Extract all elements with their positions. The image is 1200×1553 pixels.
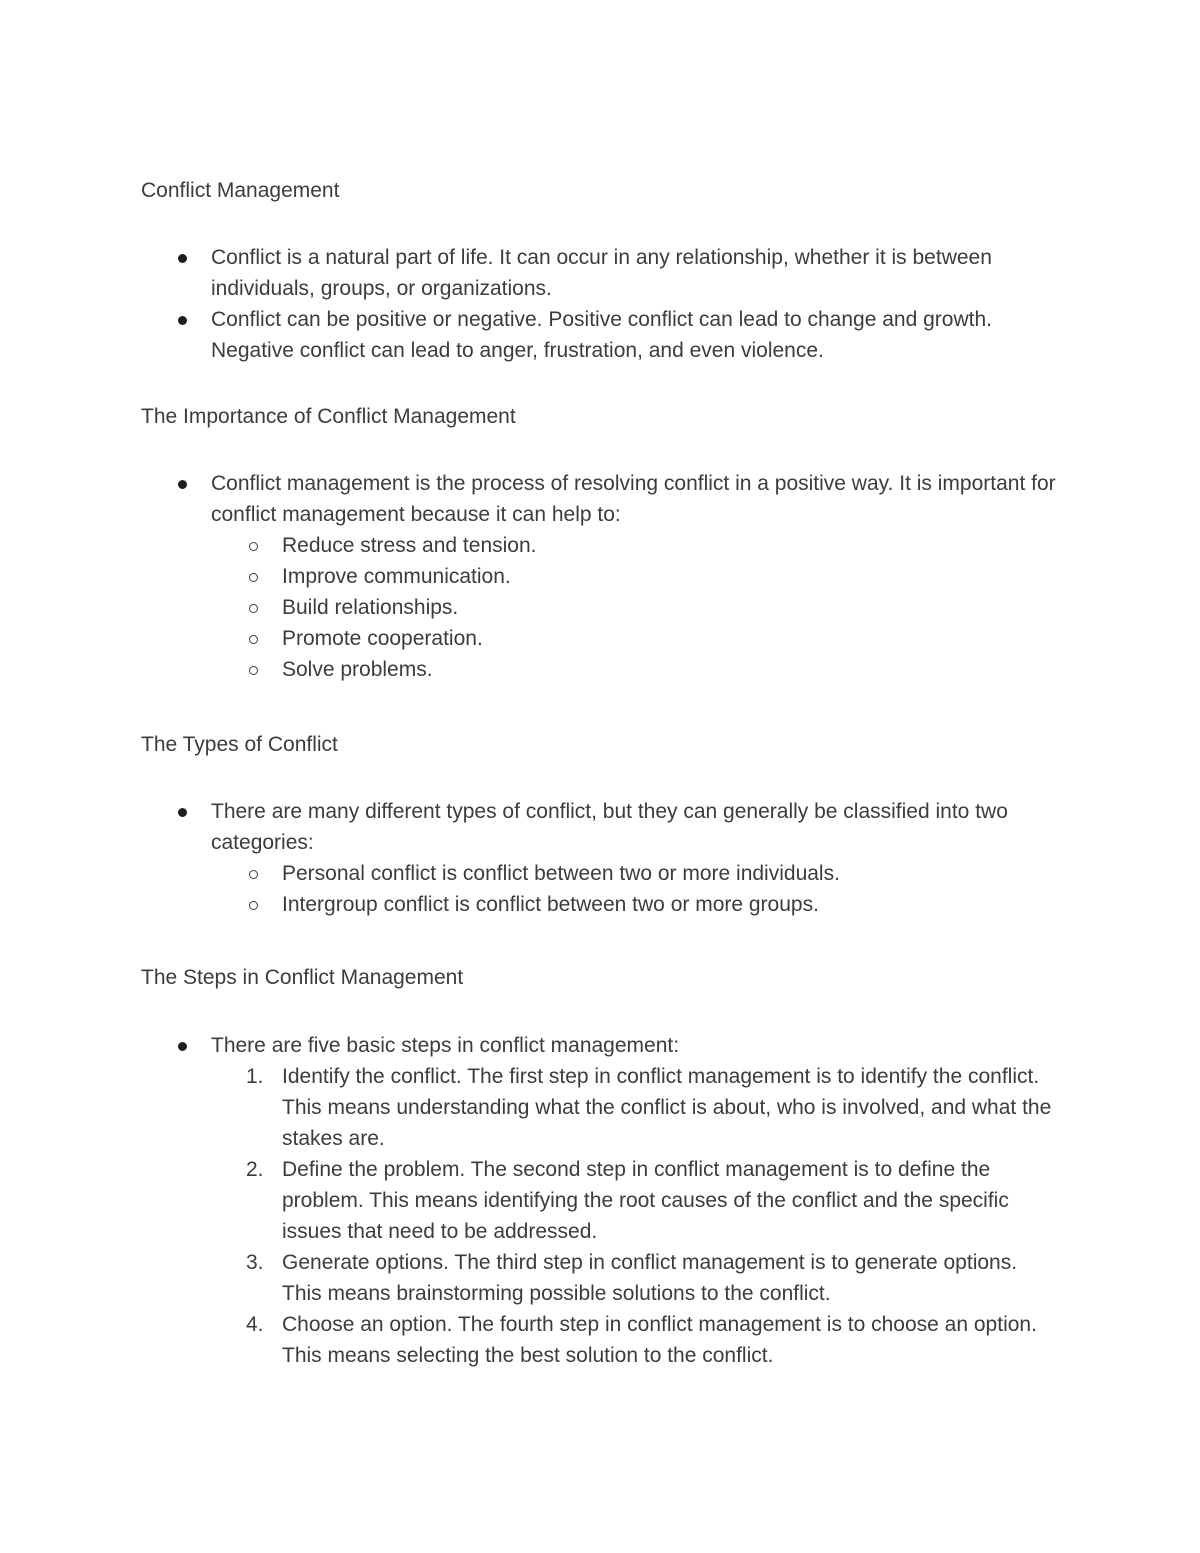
step-number: 1. [246,1065,264,1088]
sub-list-item-text: Promote cooperation. [282,627,483,650]
list-item-text: Conflict is a natural part of life. It can occur in any relationship, whether it is between individuals, groups, or organizations. [211,246,992,300]
step-text: Generate options. The third step in conflict management is to generate options. This means brainstorming possible solutions to the conflict. [282,1251,1018,1305]
sub-list-item [282,654,1062,685]
list-item [211,468,1056,530]
circle-bullet-icon [249,666,258,675]
list-item [211,304,1056,366]
sub-list-item-text: Build relationships. [282,596,459,619]
circle-bullet-icon [249,870,258,879]
list-item-text: Conflict management is the process of resolving conflict in a positive way. It is important for conflict management because it can help to: [211,472,1056,526]
list-item [211,1030,1056,1061]
sub-list-item-text: Intergroup conflict is conflict between two or more groups. [282,893,819,916]
bullet-icon [178,316,187,325]
sub-list-item [282,561,1062,592]
list-item-text: Conflict can be positive or negative. Positive conflict can lead to change and growth. Negative conflict can lead to anger, frustration, and even violence. [211,308,992,362]
step-text: Identify the conflict. The first step in conflict management is to identify the conflict. This means understanding what the conflict is about, who is involved, and what the stakes are. [282,1065,1052,1150]
circle-bullet-icon [249,542,258,551]
sub-list-item-text: Solve problems. [282,658,433,681]
bullet-icon [178,808,187,817]
step-number: 2. [246,1158,264,1181]
bullet-icon [178,254,187,263]
numbered-step [246,1247,1062,1309]
sub-list-item-text: Improve communication. [282,565,511,588]
bullet-icon [178,480,187,489]
sub-list-item-text: Personal conflict is conflict between two or more individuals. [282,862,840,885]
sub-list-item [282,592,1062,623]
sub-list-item [282,858,1062,889]
sub-list-item [282,623,1062,654]
circle-bullet-icon [249,573,258,582]
list-item-text: There are five basic steps in conflict management: [211,1034,680,1057]
numbered-step [246,1154,1062,1247]
circle-bullet-icon [249,635,258,644]
circle-bullet-icon [249,604,258,613]
section-heading: The Steps in Conflict Management [141,966,464,989]
step-number: 4. [246,1313,264,1336]
section-heading: The Importance of Conflict Management [141,405,516,428]
step-text: Define the problem. The second step in conflict management is to define the problem. This means identifying the root causes of the conflict and the specific issues that need to be addressed. [282,1158,1009,1243]
section-heading: The Types of Conflict [141,733,338,756]
list-item-text: There are many different types of conflict, but they can generally be classified into two categories: [211,800,1008,854]
list-item [211,242,1056,304]
list-item [211,796,1056,858]
section-heading: Conflict Management [141,179,340,202]
sub-list-item-text: Reduce stress and tension. [282,534,537,557]
numbered-step [246,1309,1062,1371]
step-text: Choose an option. The fourth step in conflict management is to choose an option. This means selecting the best solution to the conflict. [282,1313,1037,1367]
sub-list-item [282,530,1062,561]
bullet-icon [178,1042,187,1051]
circle-bullet-icon [249,901,258,910]
step-number: 3. [246,1251,264,1274]
sub-list-item [282,889,1062,920]
numbered-step [246,1061,1062,1154]
